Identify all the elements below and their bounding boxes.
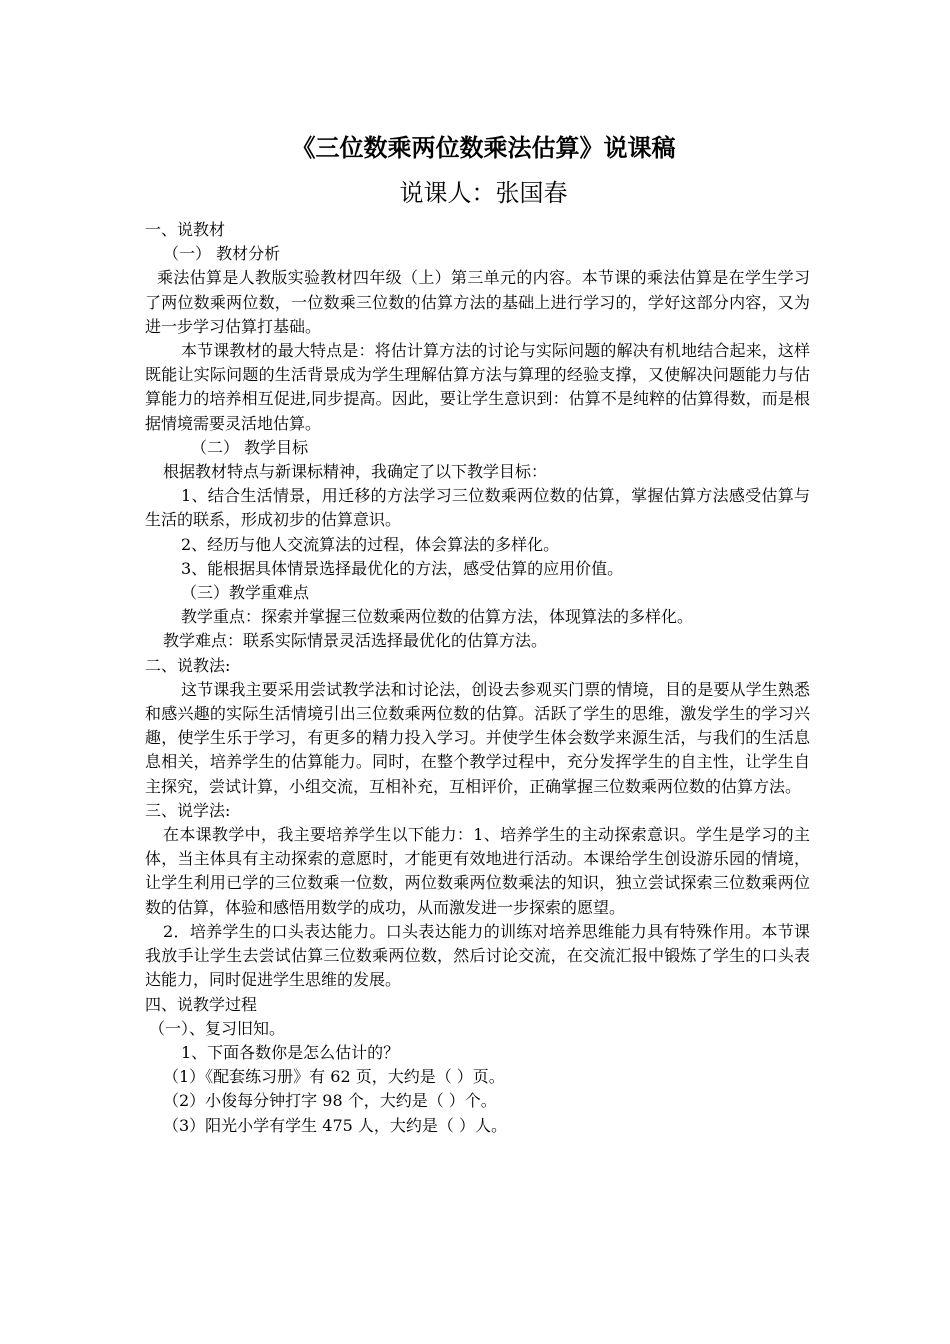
subheading-teaching-goals: （二） 教学目标 [191, 437, 309, 457]
section-heading-methods: 二、说教法: [145, 655, 231, 675]
paragraph-teaching-methods: 这节课我主要采用尝试教学法和讨论法，创设去参观买门票的情境，目的是要从学生熟悉和感兴趣的实际生活情境引出三位数乘两位数的估算。活跃了学生的思维，激发学生的学习兴趣，使学生乐于学习，有更多的精力投入学习。并使学生体会数学来源生活，与我们的生活息息相关，培养学生的估算能力。同时，在整个教学过程中，充分发挥学生的自主性，让学生自主探究，尝试计算，小组交流，互相补充，互相评价，正确掌握三位数乘两位数的估算方法。 [145, 679, 810, 796]
section-heading-learning: 三、说学法: [145, 800, 231, 820]
subheading-material-analysis: （一） 教材分析 [163, 244, 281, 264]
goal-item-1: 1、结合生活情景，用迁移的方法学习三位数乘两位数的估算，掌握估算方法感受估算与生活的联系，形成初步的估算意识。 [145, 486, 810, 530]
teaching-key-point: 教学重点：探索并掌握三位数乘两位数的估算方法，体现算法的多样化。 [181, 607, 694, 627]
subheading-key-points: （三）教学重难点 [181, 583, 310, 603]
review-item-2: （2）小俊每分钟打字 98 个，大约是（ ）个。 [163, 1091, 497, 1111]
goal-item-3: 3、能根据具体情景选择最优化的方法，感受估算的应用价值。 [181, 558, 624, 578]
paragraph-material-analysis: 乘法估算是人教版实验教材四年级（上）第三单元的内容。本节课的乘法估算是在学生学习了两位数乘两位数，一位数乘三位数的估算方法的基础上进行学习的，学好这部分内容，又为进一步学习估算打基础。 [145, 268, 810, 336]
paragraph-material-features: 本节课教材的最大特点是：将估计算方法的讨论与实际问题的解决有机地结合起来，这样既能让实际问题的生活背景成为学生理解估算方法与算理的经验支撑，又使解决问题能力与估算能力的培养相互促进,同步提高。因此，要让学生意识到：估算不是纯粹的估算得数，而是根据情境需要灵活地估算。 [145, 341, 810, 433]
paragraph-oral-expression: 2．培养学生的口头表达能力。口头表达能力的训练对培养思维能力具有特殊作用。本节课我放手让学生去尝试估算三位数乘两位数，然后讨论交流，在交流汇报中锻炼了学生的口头表达能力，同时促进学生思维的发展。 [145, 921, 810, 990]
review-question: 1、下面各数你是怎么估计的？ [181, 1042, 400, 1062]
goal-item-2: 2、经历与他人交流算法的过程，体会算法的多样化。 [181, 534, 560, 554]
section-heading-materials: 一、说教材 [145, 220, 226, 239]
document-page [145, 130, 810, 1138]
paragraph-goals-intro: 根据教材特点与新课标精神，我确定了以下教学目标： [163, 462, 548, 482]
review-item-3: （3）阳光小学有学生 475 人，大约是（ ）人。 [163, 1115, 507, 1135]
document-author: 说课人：张国春 [399, 179, 568, 207]
section-heading-process: 四、说教学过程 [145, 994, 258, 1014]
teaching-difficulty: 教学难点：联系实际情景灵活选择最优化的估算方法。 [163, 631, 548, 651]
subheading-review: （一）、复习旧知。 [149, 1018, 286, 1038]
paragraph-learning-abilities: 在本课教学中，我主要培养学生以下能力：1、培养学生的主动探索意识。学生是学习的主体，当主体具有主动探索的意愿时，才能更有效地进行活动。本课给学生创设游乐园的情境，让学生利用已学的三位数乘一位数，两位数乘两位数乘法的知识，独立尝试探索三位数乘两位数的估算，体验和感悟用数学的成功，从而激发进一步探索的愿望。 [145, 825, 810, 917]
review-item-1: （1）《配套练习册》有 62 页，大约是（ ）页。 [163, 1067, 505, 1087]
document-title: 《三位数乘两位数乘法估算》说课稿 [291, 133, 676, 162]
